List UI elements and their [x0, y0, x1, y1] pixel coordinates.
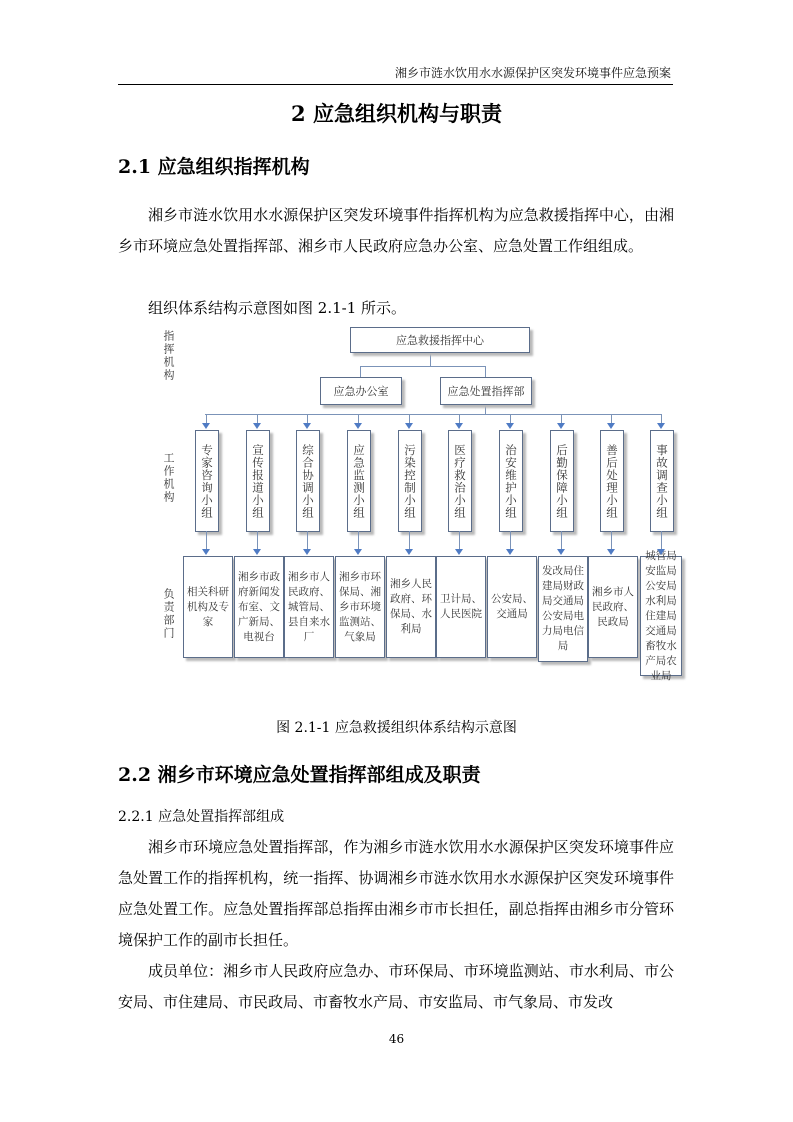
dept-box-9: 湘乡市人民政府、民政局 [588, 556, 638, 658]
connector-group-to-dept-4 [358, 531, 359, 549]
arrow-to-dept-8 [557, 549, 565, 555]
group-box-9: 善后处理小组 [600, 430, 624, 532]
page-number: 46 [388, 1032, 405, 1046]
section-2-1-paragraph-2: 组织体系结构示意图如图 2.1-1 所示。 [148, 299, 407, 317]
section-2-2-title: 2.2 湘乡市环境应急处置指挥部组成及职责 [118, 764, 481, 786]
figure-caption: 图 2.1-1 应急救援组织体系结构示意图 [276, 720, 517, 736]
arrow-to-group-2 [253, 423, 261, 429]
emergency-office-box: 应急办公室 [320, 377, 402, 405]
dept-box-2: 湘乡市政府新闻发布室、文广新局、电视台 [234, 556, 284, 658]
dept-box-3: 湘乡市人民政府、城管局、县自来水厂 [284, 556, 334, 658]
group-box-10: 事故调查小组 [650, 430, 674, 532]
arrow-to-dept-5 [405, 549, 413, 555]
arrow-to-dept-3 [303, 549, 311, 555]
section-2-2-paragraph-2: 成员单位：湘乡市人民政府应急办、市环保局、市环境监测站、市水利局、市公安局、市住建局、市民政局、市畜牧水产局、市安监局、市气象局、市发改 [118, 962, 674, 1011]
arrow-to-dept-6 [455, 549, 463, 555]
group-box-4: 应急监测小组 [347, 430, 371, 532]
dept-box-6: 卫计局、人民医院 [436, 556, 486, 658]
dept-box-10: 城管局安监局公安局水利局住建局交通局畜牧水产局农业局 [640, 556, 682, 676]
side-label-command: 指挥机构 [162, 330, 175, 382]
subsection-2-2-1-title: 2.2.1 应急处置指挥部组成 [118, 809, 285, 825]
dept-box-7: 公安局、交通局 [487, 556, 537, 658]
connector-group-to-dept-3 [307, 531, 308, 549]
dept-box-8: 发改局住建局财政局交通局公安局电力局电信局 [538, 556, 588, 662]
section-2-2-paragraph-1: 湘乡市环境应急处置指挥部，作为湘乡市涟水饮用水水源保护区突发环境事件应急处置工作的指挥机构，统一指挥、协调湘乡市涟水饮用水水源保护区突发环境事件应急处置工作。应急处置指挥部总指挥由湘乡市市长担任，副总指挥由湘乡市分管环境保护工作的副市长担任。 [118, 838, 674, 949]
connector-group-to-dept-1 [206, 531, 207, 549]
command-center-box: 应急救援指挥中心 [350, 327, 530, 353]
arrow-to-group-7 [506, 423, 514, 429]
connector-group-to-dept-5 [409, 531, 410, 549]
connector-top-down [430, 351, 431, 367]
connector-group-to-dept-8 [561, 531, 562, 549]
arrow-to-dept-10 [657, 549, 665, 555]
arrow-to-group-5 [405, 423, 413, 429]
connector-group-to-dept-2 [257, 531, 258, 549]
arrow-to-dept-9 [607, 549, 615, 555]
arrow-to-group-1 [202, 423, 210, 429]
connector-group-to-dept-9 [611, 531, 612, 549]
group-box-2: 宣传报道小组 [246, 430, 270, 532]
side-label-responsible: 负责部门 [162, 588, 175, 640]
connector-to-office [360, 366, 361, 377]
running-header: 湘乡市涟水饮用水水源保护区突发环境事件应急预案 [394, 66, 671, 80]
connector-groups-bus [205, 414, 661, 415]
arrow-to-group-8 [557, 423, 565, 429]
chapter-title: 2 应急组织机构与职责 [291, 101, 502, 126]
group-box-8: 后勤保障小组 [550, 430, 574, 532]
arrow-to-group-6 [455, 423, 463, 429]
side-label-working: 工作机构 [162, 452, 175, 504]
arrow-to-dept-1 [202, 549, 210, 555]
section-2-1-title: 2.1 应急组织指挥机构 [118, 156, 310, 178]
arrow-to-group-3 [303, 423, 311, 429]
emergency-command-box: 应急处置指挥部 [440, 377, 532, 405]
arrow-to-dept-7 [506, 549, 514, 555]
arrow-to-dept-2 [253, 549, 261, 555]
arrow-to-dept-4 [354, 549, 362, 555]
group-box-6: 医疗救治小组 [448, 430, 472, 532]
arrow-to-group-9 [607, 423, 615, 429]
connector-group-to-dept-6 [459, 531, 460, 549]
arrow-to-group-10 [657, 423, 665, 429]
connector-to-command [485, 366, 486, 377]
group-box-7: 治安维护小组 [499, 430, 523, 532]
connector-group-to-dept-10 [661, 531, 662, 549]
arrow-to-group-4 [354, 423, 362, 429]
connector-group-to-dept-7 [510, 531, 511, 549]
section-2-1-paragraph-1: 湘乡市涟水饮用水水源保护区突发环境事件指挥机构为应急救援指挥中心，由湘乡市环境应急处置指挥部、湘乡市人民政府应急办公室、应急处置工作组组成。 [118, 206, 674, 255]
dept-box-4: 湘乡市环保局、湘乡市环境监测站、气象局 [335, 556, 385, 658]
group-box-5: 污染控制小组 [398, 430, 422, 532]
dept-box-1: 相关科研机构及专家 [183, 556, 233, 658]
header-rule [118, 84, 673, 85]
group-box-3: 综合协调小组 [296, 430, 320, 532]
dept-box-5: 湘乡人民政府、环保局、水利局 [386, 556, 436, 658]
connector-second-row [360, 366, 485, 367]
group-box-1: 专家咨询小组 [195, 430, 219, 532]
